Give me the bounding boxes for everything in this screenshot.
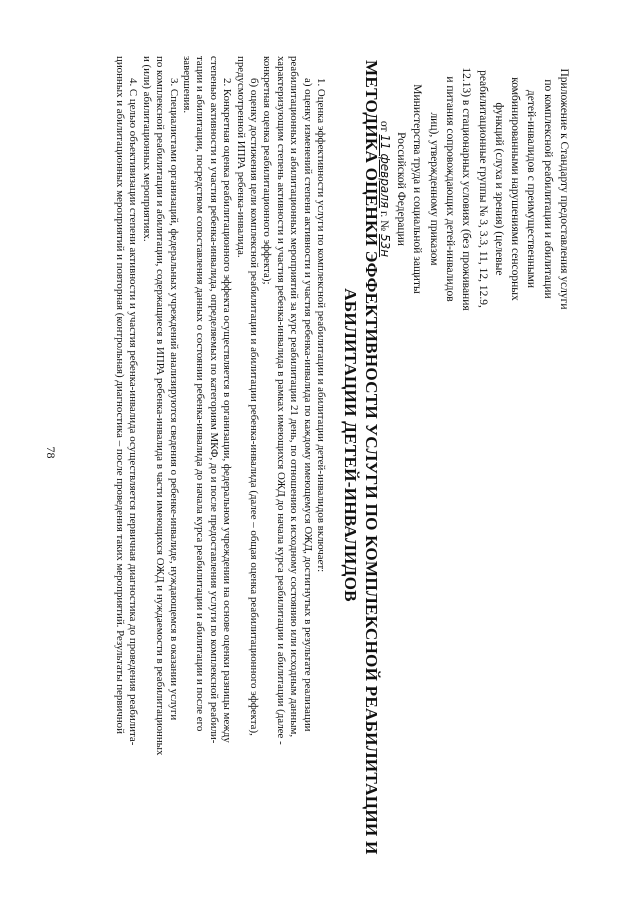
appendix-line: по комплексной реабилитации и абилитации <box>541 79 554 299</box>
page-title <box>340 60 382 855</box>
text-line: ционных и абилитационных мероприятий и повторная (контрольная) диагностика – после проведения таких мероприятий. Результаты первичной <box>113 56 126 734</box>
text-line: завершения. <box>180 56 193 114</box>
paragraph-4 <box>113 56 140 906</box>
number-prefix: г. № <box>377 210 390 232</box>
title-line-2: АБИЛИТАЦИИ ДЕТЕЙ-ИНВАЛИДОВ <box>341 288 360 602</box>
page-number: 78 <box>44 446 58 459</box>
appendix-line: функций (слуха и зрения) (целевые <box>492 102 505 276</box>
document-body <box>113 56 328 906</box>
text-line: 2. Конкретная оценка реабилитационного эффекта осуществляется в организации, федеральном учреждении на основе оценки разницы между <box>221 78 234 743</box>
text-line: 3. Специалистами организаций, федеральных учреждений анализируются сведения о ребенке-инвалиде, нуждающемся в оказании услуги <box>167 78 180 721</box>
text-line: степенью активности и участия ребенка-инвалида, определяемых по категориям МКФ, до и после предоставления услуги по комплексной реабили- <box>207 56 220 744</box>
text-line: 4. С целью объективизации степени активности и участия ребенка-инвалида осуществляется первичная диагностика до проведения реабилита- <box>127 78 140 746</box>
paragraph-1a <box>260 56 314 906</box>
appendix-line: и питания сопровождающих детей-инвалидов <box>443 76 456 302</box>
number-handwritten: 53н <box>377 233 392 258</box>
text-line: а) оценку изменений степени активности и участия ребенка-инвалида по каждому имеющемуся ОЖД, достигнутых в результате реализации <box>301 78 314 732</box>
appendix-line: Министерства труда и социальной защиты <box>411 84 424 294</box>
text-line: тации и абилитации, посредством сопоставления данных о состоянии ребенка-инвалида до начала курса реабилитации и абилитации и после его <box>194 56 207 732</box>
text-line: 1. Оценка эффективности услуги по комплексной реабилитации и абилитации детей-инвалидов включает: <box>315 78 327 573</box>
paragraph-1b <box>233 56 260 906</box>
paragraph-1 <box>314 56 327 906</box>
date-handwritten: 11 февраля <box>377 134 392 209</box>
title-line-1: МЕТОДИКА ОЦЕНКИ ЭФФЕКТИВНОСТИ УСЛУГИ ПО КОМПЛЕКСНОЙ РЕАБИЛИТАЦИИ И <box>362 60 381 855</box>
paragraph-3 <box>139 56 179 906</box>
appendix-line: 12.13) в стационарных условиях (без проживания <box>460 67 473 311</box>
text-line: и (или) абилитационных мероприятиях. <box>140 56 153 242</box>
appendix-line: Приложение к Стандарту предоставления услуги <box>558 68 570 310</box>
appendix-line: реабилитационные группы № 3, 3.3, 11, 12, 12.9, <box>476 70 489 308</box>
text-line: предусмотренной ИПРА ребенка-инвалида. <box>234 56 247 258</box>
text-line: конкретная оценка реабилитационного эффекта); <box>261 56 274 285</box>
date-prefix: от <box>377 120 390 132</box>
appendix-line: комбинированными нарушениями сенсорных <box>509 77 522 301</box>
paragraph-2 <box>180 56 234 906</box>
text-line: реабилитационных и абилитационных мероприятий за курс реабилитации 21 день, по отношению к исходному состоянию или исходным данным, <box>288 56 301 738</box>
text-line: по комплексной реабилитации и абилитации, содержащиеся в ИПРА ребенка-инвалида в части имеющихся ОЖД и нуждаемости в реабилитационных <box>154 56 167 756</box>
appendix-line: Российской Федерации <box>395 132 408 246</box>
appendix-header <box>375 60 572 318</box>
text-line: б) оценку достижения цели комплексной реабилитации и абилитации ребенка-инвалида (далее – общая оценка реабилитационного эффекта), <box>247 78 260 736</box>
text-line: характеризующим степень активности и участия ребенка-инвалида в рамках имеющихся ОЖД до начала курса реабилитации и абилитации (далее - <box>274 56 287 745</box>
appendix-line: лиц), утвержденному приказом <box>427 112 440 266</box>
appendix-line: детей-инвалидов с преимущественными <box>525 89 538 289</box>
